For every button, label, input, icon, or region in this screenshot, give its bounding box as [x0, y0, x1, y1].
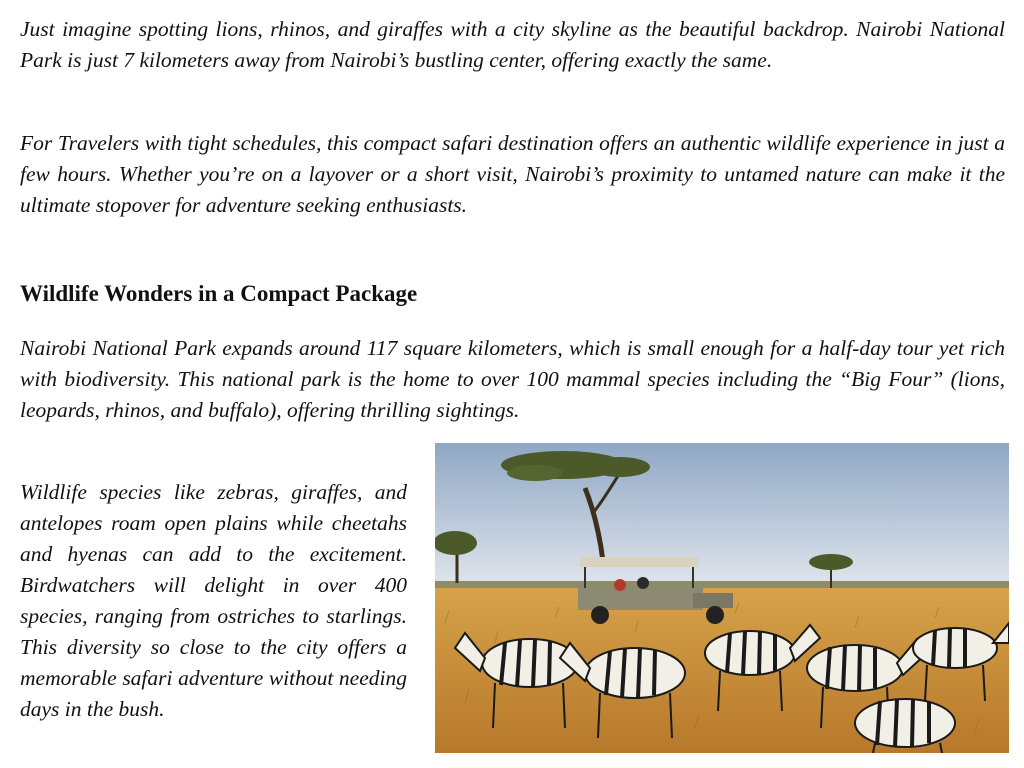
safari-illustration: [435, 443, 1009, 753]
park-size-paragraph: Nairobi National Park expands around 117 square kilometers, which is small enough for a half-day tour yet rich with biodiversity. This national park is the home to over 100 mammal species including the “Big Four” (lions, leopards, rhinos, and buffalo), offering thrilling sightings.: [20, 336, 1005, 422]
travelers-paragraph: For Travelers with tight schedules, this compact safari destination offers an authentic wildlife experience in just a few hours. Whether you’re on a layover or a short visit, Nairobi’s proximity to untamed nature can make it the ultimate stopover for adventure seeking enthusiasts.: [20, 131, 1005, 217]
zebra-safari-photo: [435, 443, 1009, 753]
species-paragraph: Wildlife species like zebras, giraffes, and antelopes roam open plains while cheetahs and hyenas can add to the excitement. Birdwatchers will delight in over 400 species, ranging from ostriches to starlings. This diversity so close to the city offers a memorable safari adventure without needing days in the bush.: [20, 480, 407, 721]
section-heading: Wildlife Wonders in a Compact Package: [20, 281, 418, 306]
intro-paragraph: Just imagine spotting lions, rhinos, and giraffes with a city skyline as the beautiful backdrop. Nairobi National Park is just 7 kilometers away from Nairobi’s bustling center, offering exactly the same.: [20, 17, 1005, 72]
